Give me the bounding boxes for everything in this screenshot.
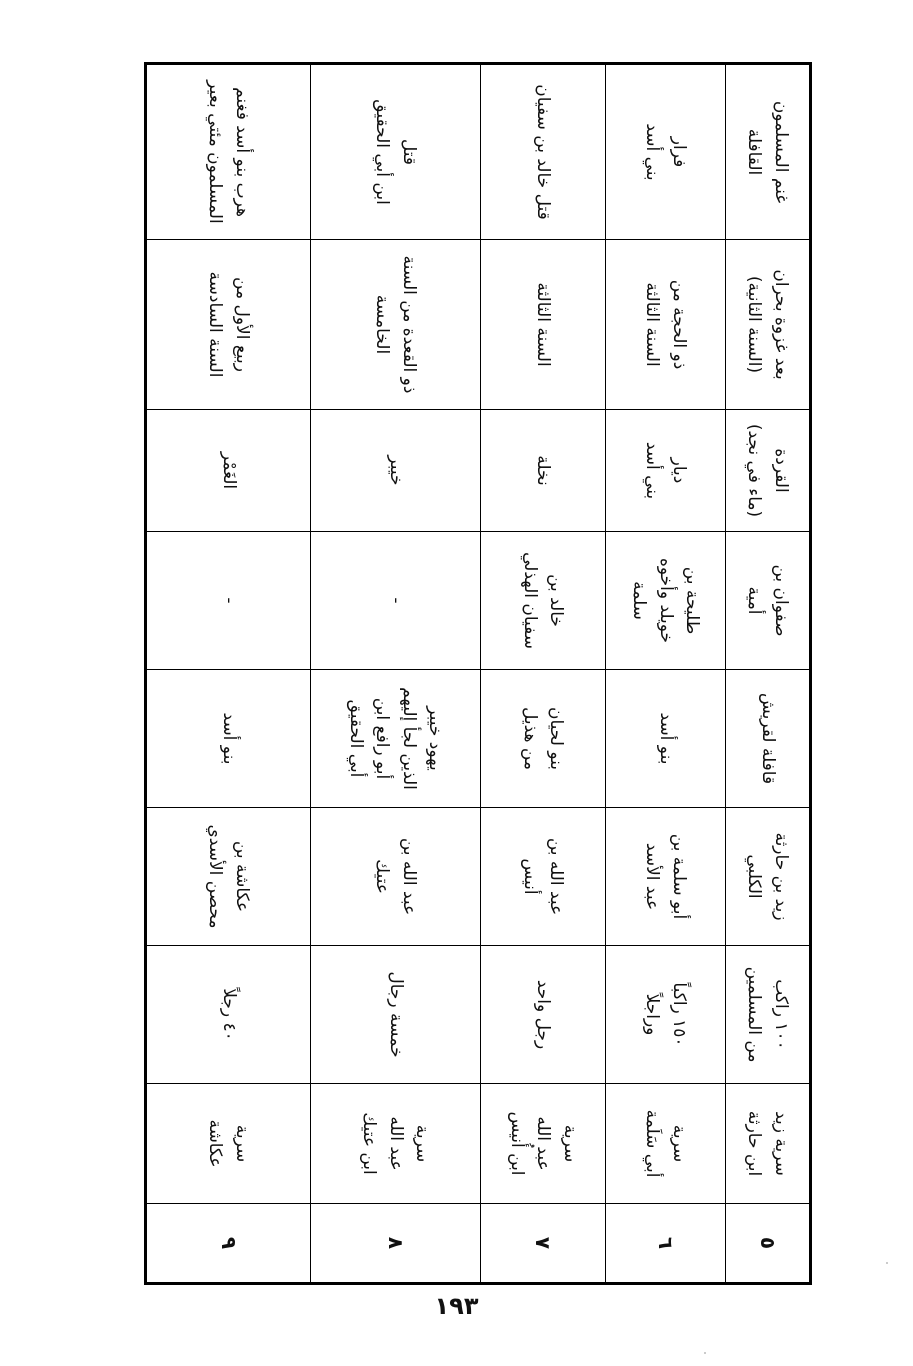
cell-date: ذو القعدة من السنة الخامسة	[311, 240, 481, 410]
cell-target: بنو أسد	[146, 670, 311, 808]
page-number: ١٩٣	[434, 1292, 479, 1320]
cell-opponent-leader: -	[311, 532, 481, 670]
cell-place: ديار بني أسد	[606, 410, 726, 532]
cell-number: ٦	[606, 1204, 726, 1284]
cell-target: يهود خيبر الذين لجأ إليهم أبو رافع ابن أبي الحقيق	[311, 670, 481, 808]
table-row	[311, 64, 481, 1284]
expeditions-table	[144, 62, 812, 1285]
cell-result: فرار بني أسد	[606, 64, 726, 240]
cell-result: غنم المسلمون القافلة	[726, 64, 811, 240]
cell-number: ٩	[146, 1204, 311, 1284]
cell-date: السنة الثالثة	[481, 240, 606, 410]
cell-expedition-name: سرية عبد الله ابن عتيك	[311, 1084, 481, 1204]
scan-speck	[704, 1352, 706, 1354]
cell-opponent-leader: طليحة بن خويلد وأخوه سلمة	[606, 532, 726, 670]
cell-result: قتل ابن أبي الحقيق	[311, 64, 481, 240]
cell-opponent-leader: خالد بن سفيان الهذلي	[481, 532, 606, 670]
scan-speck	[886, 1262, 888, 1264]
cell-result: قتل خالد بن سفيان	[481, 64, 606, 240]
cell-result: هرب بنو أسد فغنم المسلمون مئتي بعير	[146, 64, 311, 240]
cell-number: ٥	[726, 1204, 811, 1284]
cell-date: بعد غزوة بحران (السنة الثانية)	[726, 240, 811, 410]
cell-place: خيبر	[311, 410, 481, 532]
cell-target: بنو أسد	[606, 670, 726, 808]
cell-force-size: ١٠٠ راكب من المسلمين	[726, 946, 811, 1084]
cell-commander: عبد الله بن عتيك	[311, 808, 481, 946]
table-container	[147, 62, 812, 1282]
cell-commander: زيد بن حارثة الكلبي	[726, 808, 811, 946]
table-row	[726, 64, 811, 1284]
cell-date: ربيع الأول من السنة السادسة	[146, 240, 311, 410]
cell-commander: أبو سلمة بن عبد الأسد	[606, 808, 726, 946]
table-row	[606, 64, 726, 1284]
rotated-table-frame	[147, 62, 812, 1282]
cell-expedition-name: سرية عبد الله ابن أُنيس	[481, 1084, 606, 1204]
cell-number: ٨	[311, 1204, 481, 1284]
cell-place: الغَمْر	[146, 410, 311, 532]
cell-expedition-name: سرية زيد ابن حارثة	[726, 1084, 811, 1204]
cell-force-size: خمسة رجال	[311, 946, 481, 1084]
cell-commander: عبد الله بن أنيس	[481, 808, 606, 946]
cell-target: بنو لحيان من هذيل	[481, 670, 606, 808]
cell-force-size: رجل واحد	[481, 946, 606, 1084]
cell-number: ٧	[481, 1204, 606, 1284]
cell-place: القردة (ماء في نجد)	[726, 410, 811, 532]
table-row	[146, 64, 311, 1284]
cell-commander: عكاشة بن محصن الأسدي	[146, 808, 311, 946]
cell-opponent-leader: صفوان بن أمية	[726, 532, 811, 670]
cell-target: قافلة لقريش	[726, 670, 811, 808]
cell-force-size: ٤٠ رجلاً	[146, 946, 311, 1084]
cell-place: نخلة	[481, 410, 606, 532]
cell-expedition-name: سرية عكاشة	[146, 1084, 311, 1204]
cell-expedition-name: سرية أبي سَلَمة	[606, 1084, 726, 1204]
cell-opponent-leader: -	[146, 532, 311, 670]
table-row	[481, 64, 606, 1284]
cell-date: ذو الحجة من السنة الثالثة	[606, 240, 726, 410]
cell-force-size: ١٥٠ راكباً وراجلاً	[606, 946, 726, 1084]
